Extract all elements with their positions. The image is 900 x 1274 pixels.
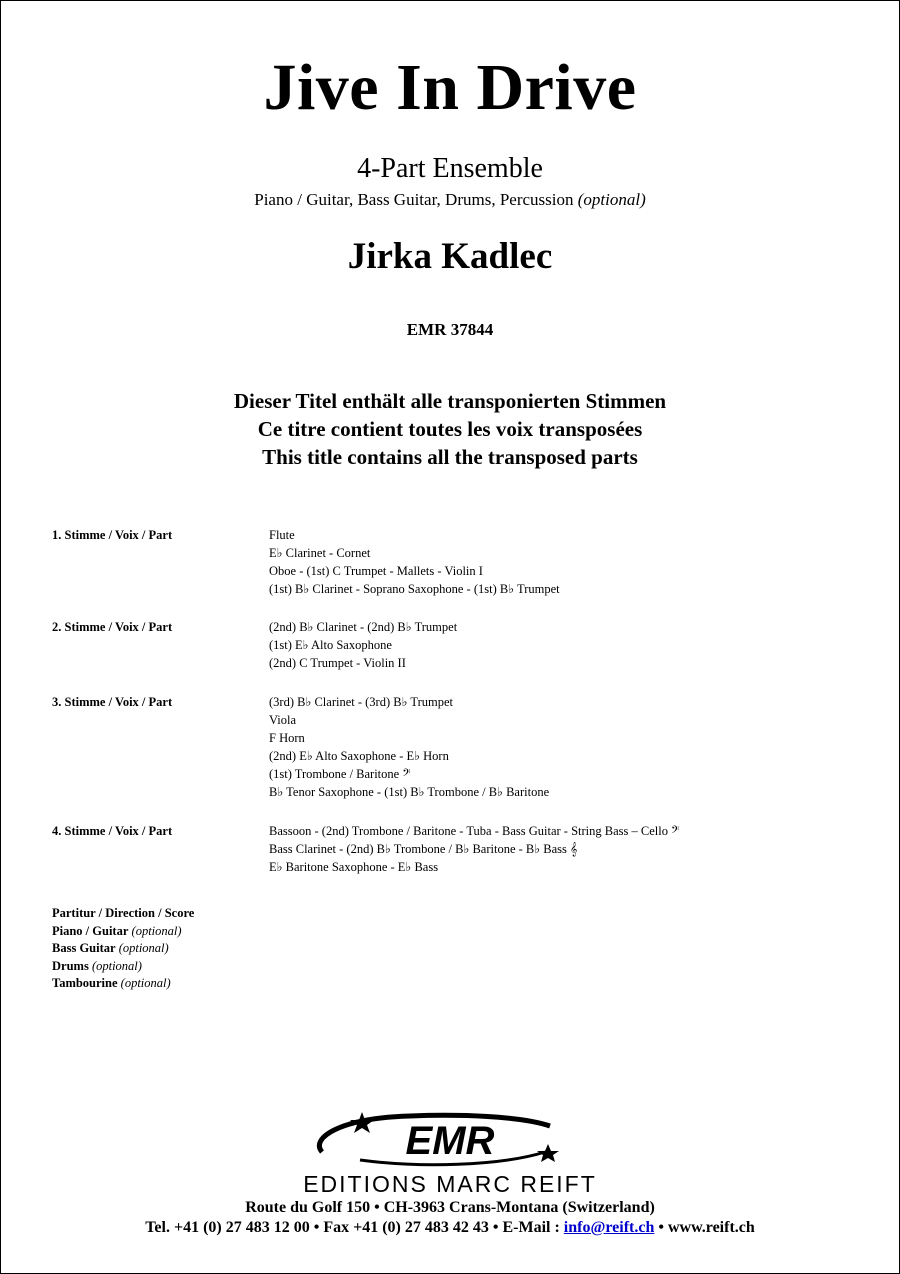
instrument-line: F Horn — [269, 731, 305, 745]
publisher-address: Route du Golf 150 • CH-3963 Crans-Montana (Switzerland) — [245, 1199, 655, 1216]
instrument-line: Oboe - (1st) C Trumpet - Mallets - Violin I — [269, 564, 483, 578]
extra-item — [52, 958, 194, 976]
extra-note: (optional) — [131, 923, 182, 938]
star-icon — [537, 1144, 559, 1162]
transposition-note-fr: Ce titre contient toutes les voix transposées — [257, 417, 643, 441]
instrument-line: E♭ Baritone Saxophone - E♭ Bass — [269, 860, 439, 874]
additional-parts — [52, 905, 194, 993]
extra-note: (optional) — [118, 941, 169, 955]
instrumentation-note: (optional) — [577, 190, 646, 209]
subtitle: 4-Part Ensemble — [357, 153, 543, 184]
instrument-line: Bass Clarinet - (2nd) B♭ Trombone / B♭ Baritone - B♭ Bass 𝄞 — [269, 842, 578, 856]
publisher-contact — [0, 1218, 900, 1238]
emr-logo — [300, 1108, 600, 1172]
star-icon — [350, 1112, 374, 1133]
extra-note: (optional) — [91, 958, 142, 973]
part-4-instruments — [269, 822, 679, 876]
part-3-label: 3. Stimme / Voix / Part — [52, 695, 173, 709]
transposition-note-de: Dieser Titel enthält alle transponierten Stimmen — [233, 389, 667, 413]
extra-item — [52, 923, 194, 941]
page-title: Jive In Drive — [263, 51, 637, 124]
emr-logo-graphic — [300, 1108, 600, 1172]
extra-name: Drums — [52, 958, 89, 973]
instrument-line: (2nd) E♭ Alto Saxophone - E♭ Horn — [269, 749, 449, 763]
instrument-line: E♭ Clarinet - Cornet — [269, 546, 371, 560]
instrument-line: B♭ Tenor Saxophone - (1st) B♭ Trombone / B♭ Baritone — [269, 785, 550, 799]
extra-item — [52, 905, 194, 923]
extra-name: Tambourine — [52, 976, 118, 990]
instrument-line: (3rd) B♭ Clarinet - (3rd) B♭ Trumpet — [269, 695, 453, 709]
instrument-line: Flute — [269, 528, 295, 542]
part-4-label: 4. Stimme / Voix / Part — [52, 824, 173, 838]
part-3-instruments — [269, 693, 549, 801]
part-1-instruments — [269, 526, 560, 598]
extra-item — [52, 975, 194, 993]
instrument-line: (1st) Trombone / Baritone 𝄢 — [269, 767, 411, 781]
email-link[interactable]: info@reift.ch — [563, 1219, 655, 1236]
instrument-line: (1st) E♭ Alto Saxophone — [269, 638, 392, 652]
transposition-note-en: This title contains all the transposed parts — [262, 445, 638, 469]
instrumentation — [0, 188, 900, 212]
part-2-label: 2. Stimme / Voix / Part — [52, 620, 173, 634]
instrument-line: (2nd) B♭ Clarinet - (2nd) B♭ Trumpet — [269, 620, 458, 634]
publisher-name: EDITIONS MARC REIFT — [303, 1171, 597, 1197]
contact-website: • www.reift.ch — [654, 1219, 755, 1236]
extra-item — [52, 940, 194, 958]
instrument-line: (1st) B♭ Clarinet - Soprano Saxophone - (1st) B♭ Trumpet — [269, 582, 560, 596]
extra-name: Piano / Guitar — [52, 923, 129, 938]
part-1-label: 1. Stimme / Voix / Part — [52, 528, 173, 542]
instrumentation-list: Piano / Guitar, Bass Guitar, Drums, Percussion — [254, 190, 574, 209]
instrument-line: Bassoon - (2nd) Trombone / Baritone - Tuba - Bass Guitar - String Bass – Cello 𝄢 — [269, 824, 680, 838]
extra-note: (optional) — [120, 976, 171, 990]
instrument-line: (2nd) C Trumpet - Violin II — [269, 656, 406, 670]
extra-name: Bass Guitar — [52, 941, 116, 955]
extra-name: Partitur / Direction / Score — [52, 906, 195, 920]
contact-phone-fax: Tel. +41 (0) 27 483 12 00 • Fax +41 (0) 27 483 42 43 • E-Mail : — [145, 1219, 564, 1236]
catalog-number: EMR 37844 — [406, 320, 494, 339]
part-2-instruments — [269, 618, 457, 672]
instrument-line: Viola — [269, 713, 297, 727]
composer: Jirka Kadlec — [347, 236, 553, 277]
logo-text: EMR — [405, 1119, 495, 1163]
